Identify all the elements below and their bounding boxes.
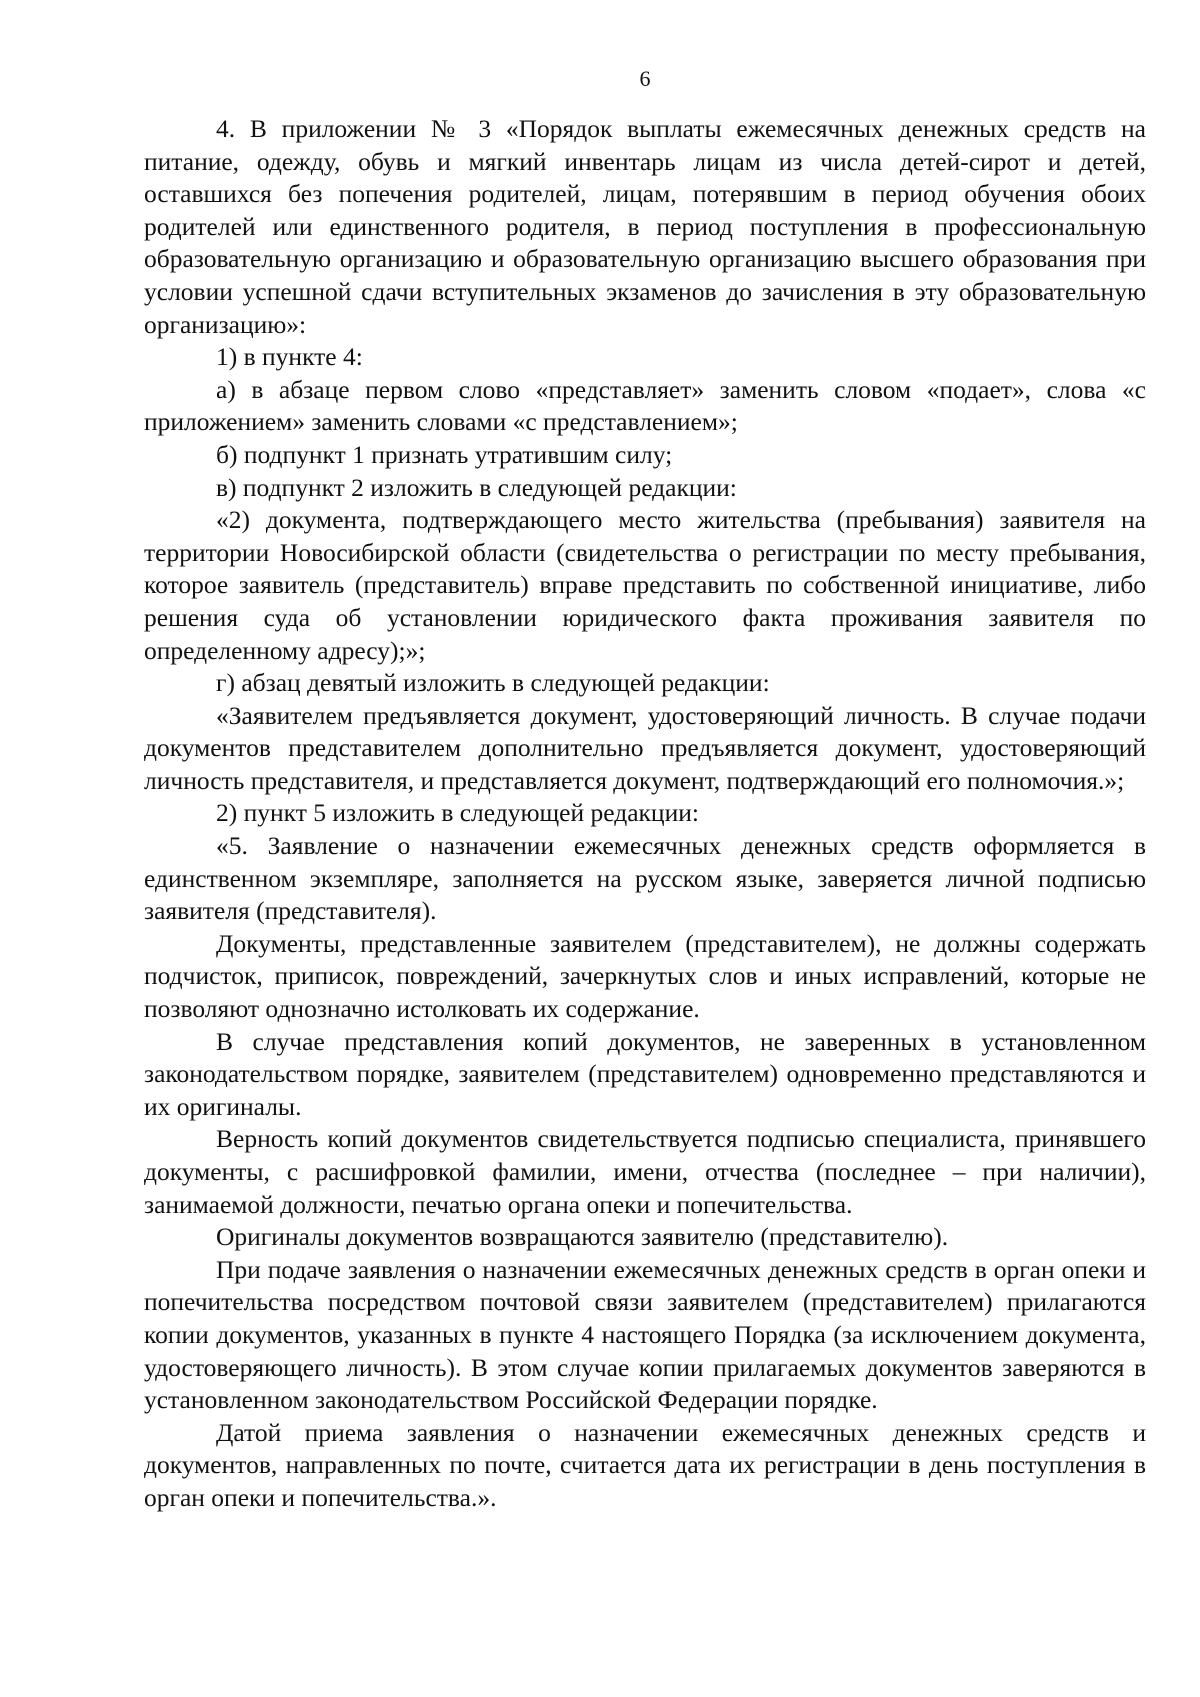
- paragraph-documents-requirements: Документы, представленные заявителем (представителем), не должны содержать подчисток, приписок, повреждений, зачеркнутых слов и иных исправлений, которые не позволяют однозначно истолковать их содержание.: [144, 928, 1146, 1024]
- paragraph-quote-identity: «Заявителем предъявляется документ, удостоверяющий личность. В случае подачи документов представителем дополнительно предъявляется документ, удостоверяющий личность представителя, и представляется документ, подтверждающий его полномочия.»;: [144, 700, 1146, 795]
- paragraph-quote-point-5: «5. Заявление о назначении ежемесячных денежных средств оформляется в единственном экземпляре, заполняется на русском языке, заверяется личной подписью заявителя (представителя).: [144, 831, 1146, 926]
- paragraph-item-2: 2) пункт 5 изложить в следующей редакции:: [216, 798, 699, 828]
- paragraph-subitem-a: а) в абзаце первом слово «представляет» заменить словом «подает», слова «с приложением» заменить словами «с представлением»;: [144, 374, 1146, 437]
- paragraph-amendment-4: 4. В приложении № 3 «Порядок выплаты ежемесячных денежных средств на питание, одежду, обувь и мягкий инвентарь лицам из числа детей-сирот и детей, оставшихся без попечения родителей, лицам, потерявшим в период обучения обоих родителей или единственного родителя, в период поступления в профессиональную образовательную организацию и образовательную организацию высшего образования при условии успешной сдачи вступительных экзаменов до зачисления в эту образовательную организацию»:: [144, 114, 1146, 339]
- paragraph-subitem-v: в) подпункт 2 изложить в следующей редакции:: [216, 472, 737, 502]
- paragraph-acceptance-date: Датой приема заявления о назначении ежемесячных денежных средств и документов, направленных по почте, считается дата их регистрации в день поступления в орган опеки и попечительства.».: [144, 1417, 1146, 1512]
- paragraph-copies-originals: В случае представления копий документов, не заверенных в установленном законодательством порядке, заявителем (представителем) одновременно представляются и их оригиналы.: [144, 1026, 1146, 1121]
- paragraph-originals-returned: Оригиналы документов возвращаются заявителю (представителю).: [216, 1222, 949, 1252]
- paragraph-copies-certification: Верность копий документов свидетельствуется подписью специалиста, принявшего документы, с расшифровкой фамилии, имени, отчества (последнее – при наличии), занимаемой должности, печатью органа опеки и попечительства.: [144, 1124, 1146, 1219]
- paragraph-subitem-b: б) подпункт 1 признать утратившим силу;: [216, 439, 673, 469]
- document-body: [144, 113, 1146, 1515]
- paragraph-item-1: 1) в пункте 4:: [216, 342, 363, 372]
- paragraph-postal-submission: При подаче заявления о назначении ежемесячных денежных средств в орган опеки и попечительства посредством почтовой связи заявителем (представителем) прилагаются копии документов, указанных в пункте 4 настоящего Порядка (за исключением документа, удостоверяющего личность). В этом случае копии прилагаемых документов заверяются в установленном законодательством Российской Федерации порядке.: [144, 1254, 1146, 1415]
- paragraph-quote-subpoint-2: «2) документа, подтверждающего место жительства (пребывания) заявителя на территории Новосибирской области (свидетельства о регистрации по месту пребывания, которое заявитель (представитель) вправе представить по собственной инициативе, либо решения суда об установлении юридического факта проживания заявителя по определенному адресу);»;: [144, 505, 1146, 665]
- paragraph-subitem-g: г) абзац девятый изложить в следующей редакции:: [216, 668, 770, 698]
- page-number: 6: [639, 66, 651, 91]
